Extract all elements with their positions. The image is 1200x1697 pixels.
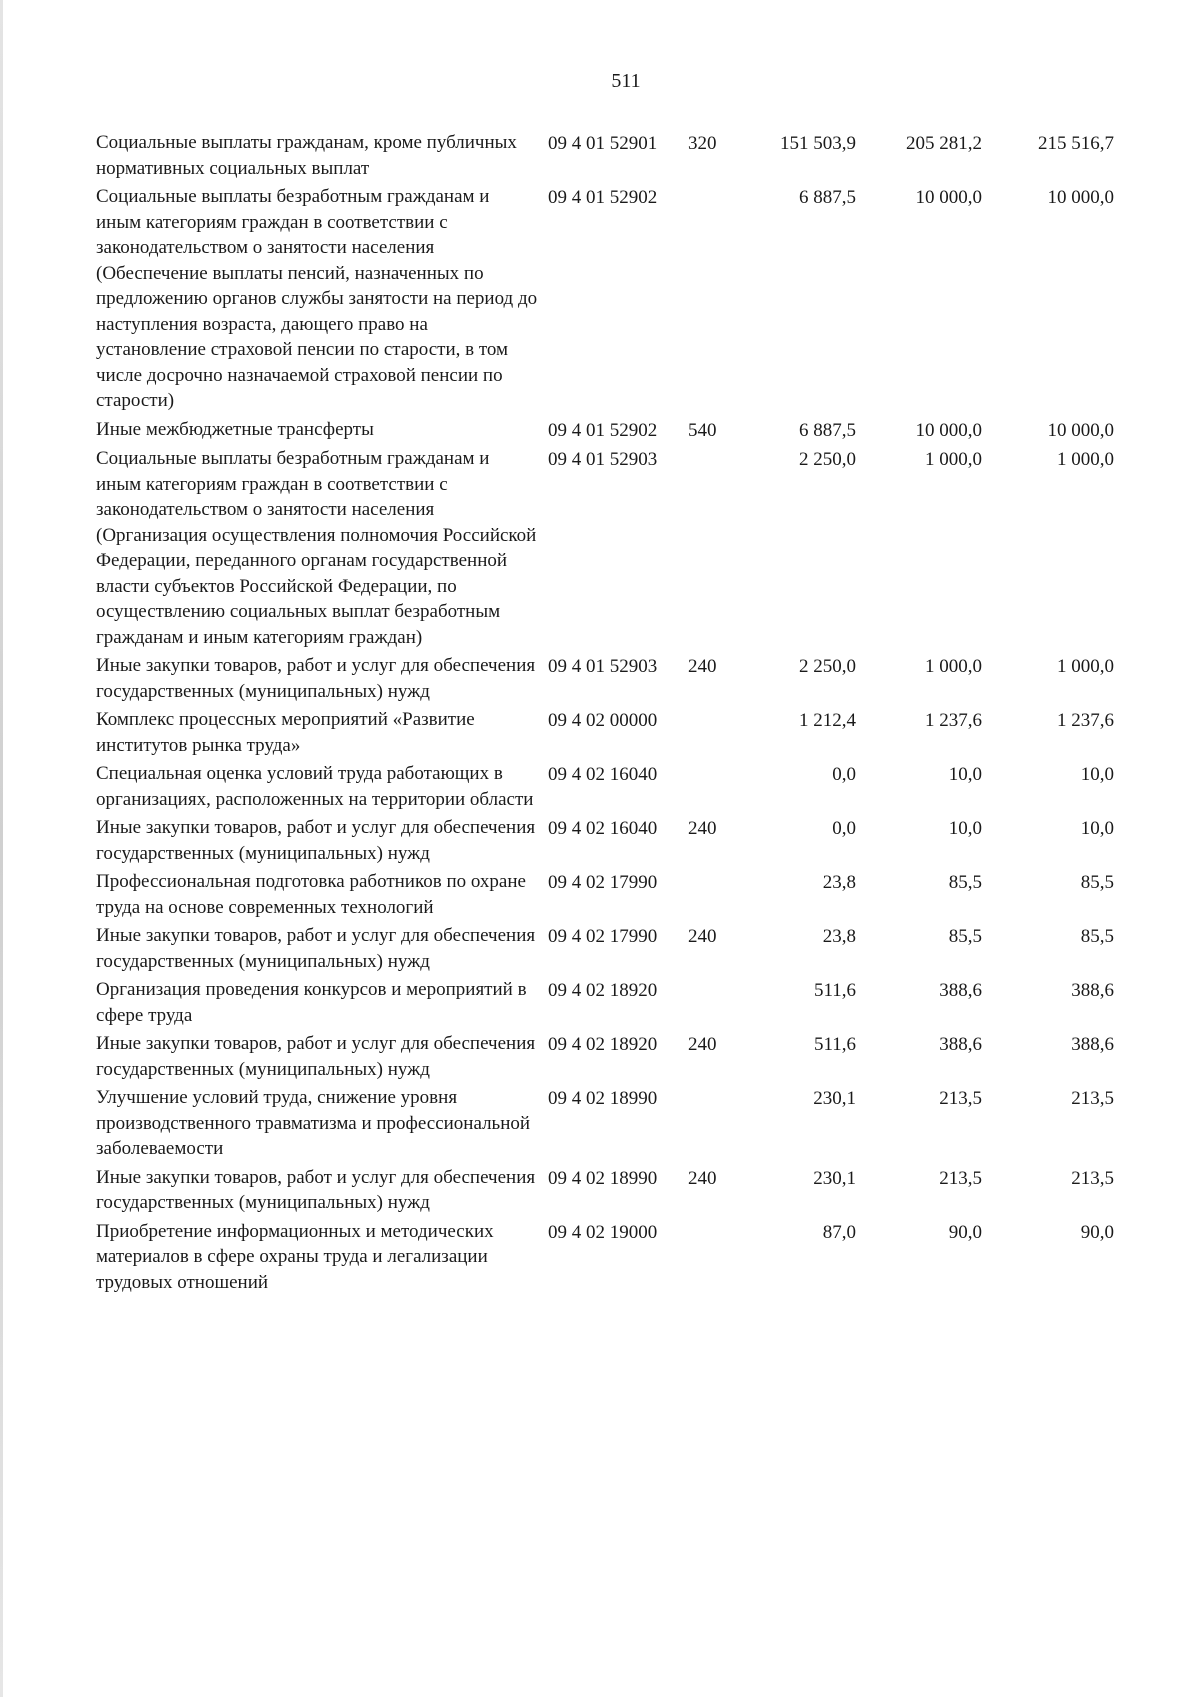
row-value-1: 23,8 [822,872,856,893]
row-name: Профессиональная подготовка работников по охране труда на основе современных технологий [96,871,526,918]
row-value-1: 6 887,5 [799,419,856,441]
row-value-1: 230,1 [813,1167,856,1189]
row-value-2: 213,5 [939,1167,982,1189]
row-value-3: 85,5 [1080,926,1114,947]
table-row [96,977,1176,1028]
row-value-2: 388,6 [939,1034,982,1055]
table-row [96,1085,1176,1162]
row-code: 09 4 02 19000 [548,1221,658,1243]
table-row [96,130,1176,181]
row-code: 09 4 01 52903 [548,656,658,677]
row-type: 320 [688,133,717,154]
row-name: Иные закупки товаров, работ и услуг для обеспечения государственных (муниципальных) нужд [96,817,536,864]
row-code: 09 4 01 52902 [548,419,658,441]
row-type: 240 [688,656,717,677]
row-value-2: 10 000,0 [915,419,982,441]
row-value-2: 1 237,6 [925,710,982,731]
table-row [96,653,1176,704]
table-row [96,184,1176,414]
row-code: 09 4 01 52901 [548,133,658,154]
row-value-1: 87,0 [822,1221,856,1243]
row-value-3: 215 516,7 [1038,133,1114,154]
row-value-2: 85,5 [948,872,982,893]
row-value-3: 1 237,6 [1057,710,1114,731]
row-value-3: 388,6 [1071,980,1114,1001]
row-value-1: 2 250,0 [799,449,856,470]
row-code: 09 4 02 18990 [548,1167,658,1189]
row-value-2: 388,6 [939,980,982,1001]
row-value-3: 10,0 [1080,764,1114,785]
table-row [96,815,1176,866]
table-row [96,1165,1176,1216]
row-name: Комплекс процессных мероприятий «Развитие институтов рынка труда» [96,709,475,756]
scan-edge [0,0,3,1697]
row-type: 540 [688,419,717,441]
row-name: Улучшение условий труда, снижение уровня производственного травматизма и профессиональной заболеваемости [96,1087,531,1159]
row-value-1: 230,1 [813,1088,856,1109]
row-value-3: 90,0 [1080,1221,1114,1243]
row-value-1: 0,0 [832,764,856,785]
row-value-2: 1 000,0 [925,449,982,470]
row-value-3: 10 000,0 [1047,187,1114,208]
row-value-3: 1 000,0 [1057,449,1114,470]
row-value-1: 2 250,0 [799,656,856,677]
row-name: Иные закупки товаров, работ и услуг для обеспечения государственных (муниципальных) нужд [96,1033,536,1080]
row-type [688,707,738,708]
row-value-3: 85,5 [1080,872,1114,893]
row-type [688,977,738,978]
row-value-3: 213,5 [1071,1167,1114,1189]
row-type [688,761,738,762]
table-row [96,417,1176,444]
table-row [96,1219,1176,1296]
row-type [688,1085,738,1086]
row-name: Иные закупки товаров, работ и услуг для обеспечения государственных (муниципальных) нужд [96,925,536,972]
row-value-2: 1 000,0 [925,656,982,677]
row-code: 09 4 02 16040 [548,764,658,785]
table-row [96,446,1176,650]
row-name: Организация проведения конкурсов и мероприятий в сфере труда [96,979,527,1026]
row-name: Специальная оценка условий труда работающих в организациях, расположенных на территории области [96,763,534,810]
row-name: Социальные выплаты безработным гражданам и иным категориям граждан в соответствии с законодательством о занятости населения (Организация осуществления полномочия Российской Федерации, переданного органам государственной власти субъектов Российской Федерации, по осуществлению социальных выплат безработным гражданам и иным категориям граждан) [96,448,537,648]
row-name: Приобретение информационных и методических материалов в сфере охраны труда и легализации трудовых отношений [96,1220,494,1293]
row-value-3: 388,6 [1071,1034,1114,1055]
row-name: Иные закупки товаров, работ и услуг для обеспечения государственных (муниципальных) нужд [96,655,536,702]
table-row [96,707,1176,758]
row-code: 09 4 02 17990 [548,872,658,893]
row-code: 09 4 02 17990 [548,926,658,947]
row-value-2: 10,0 [948,764,982,785]
row-type [688,869,738,870]
row-value-3: 1 000,0 [1057,656,1114,677]
row-name: Иные межбюджетные трансферты [96,418,374,440]
page-number: 511 [611,70,641,92]
table-row [96,869,1176,920]
row-value-3: 213,5 [1071,1088,1114,1109]
table-row [96,761,1176,812]
row-code: 09 4 02 18920 [548,1034,658,1055]
row-value-2: 85,5 [948,926,982,947]
row-type: 240 [688,818,717,839]
row-type: 240 [688,1034,717,1055]
row-code: 09 4 02 00000 [548,710,658,731]
row-name: Иные закупки товаров, работ и услуг для обеспечения государственных (муниципальных) нужд [96,1166,536,1213]
row-code: 09 4 02 18920 [548,980,658,1001]
row-value-1: 511,6 [813,980,856,1001]
row-value-2: 10 000,0 [915,187,982,208]
table-row [96,1031,1176,1082]
row-type: 240 [688,1167,717,1189]
row-code: 09 4 01 52902 [548,187,658,208]
row-value-2: 205 281,2 [906,133,982,154]
row-value-1: 511,6 [813,1034,856,1055]
row-code: 09 4 01 52903 [548,449,658,470]
row-value-3: 10 000,0 [1047,419,1114,441]
row-type [688,1219,738,1220]
row-type: 240 [688,926,717,947]
row-code: 09 4 02 18990 [548,1088,658,1109]
row-value-1: 0,0 [832,818,856,839]
row-name: Социальные выплаты безработным гражданам и иным категориям граждан в соответствии с законодательством о занятости населения (Обеспечение выплаты пенсий, назначенных по предложению органов службы занятости на период до наступления возраста, дающего право на установление страховой пенсии по старости, в том числе досрочно назначаемой страховой пенсии по старости) [96,186,538,411]
row-name: Социальные выплаты гражданам, кроме публичных нормативных социальных выплат [96,132,517,179]
row-type [688,184,738,185]
row-value-2: 213,5 [939,1088,982,1109]
row-value-3: 10,0 [1080,818,1114,839]
row-value-1: 1 212,4 [799,710,856,731]
table-row [96,923,1176,974]
row-value-2: 10,0 [948,818,982,839]
row-value-1: 6 887,5 [799,187,856,208]
row-value-1: 23,8 [822,926,856,947]
budget-table [96,130,1176,1298]
row-value-1: 151 503,9 [780,133,856,154]
row-value-2: 90,0 [948,1221,982,1243]
row-code: 09 4 02 16040 [548,818,658,839]
row-type [688,446,738,447]
